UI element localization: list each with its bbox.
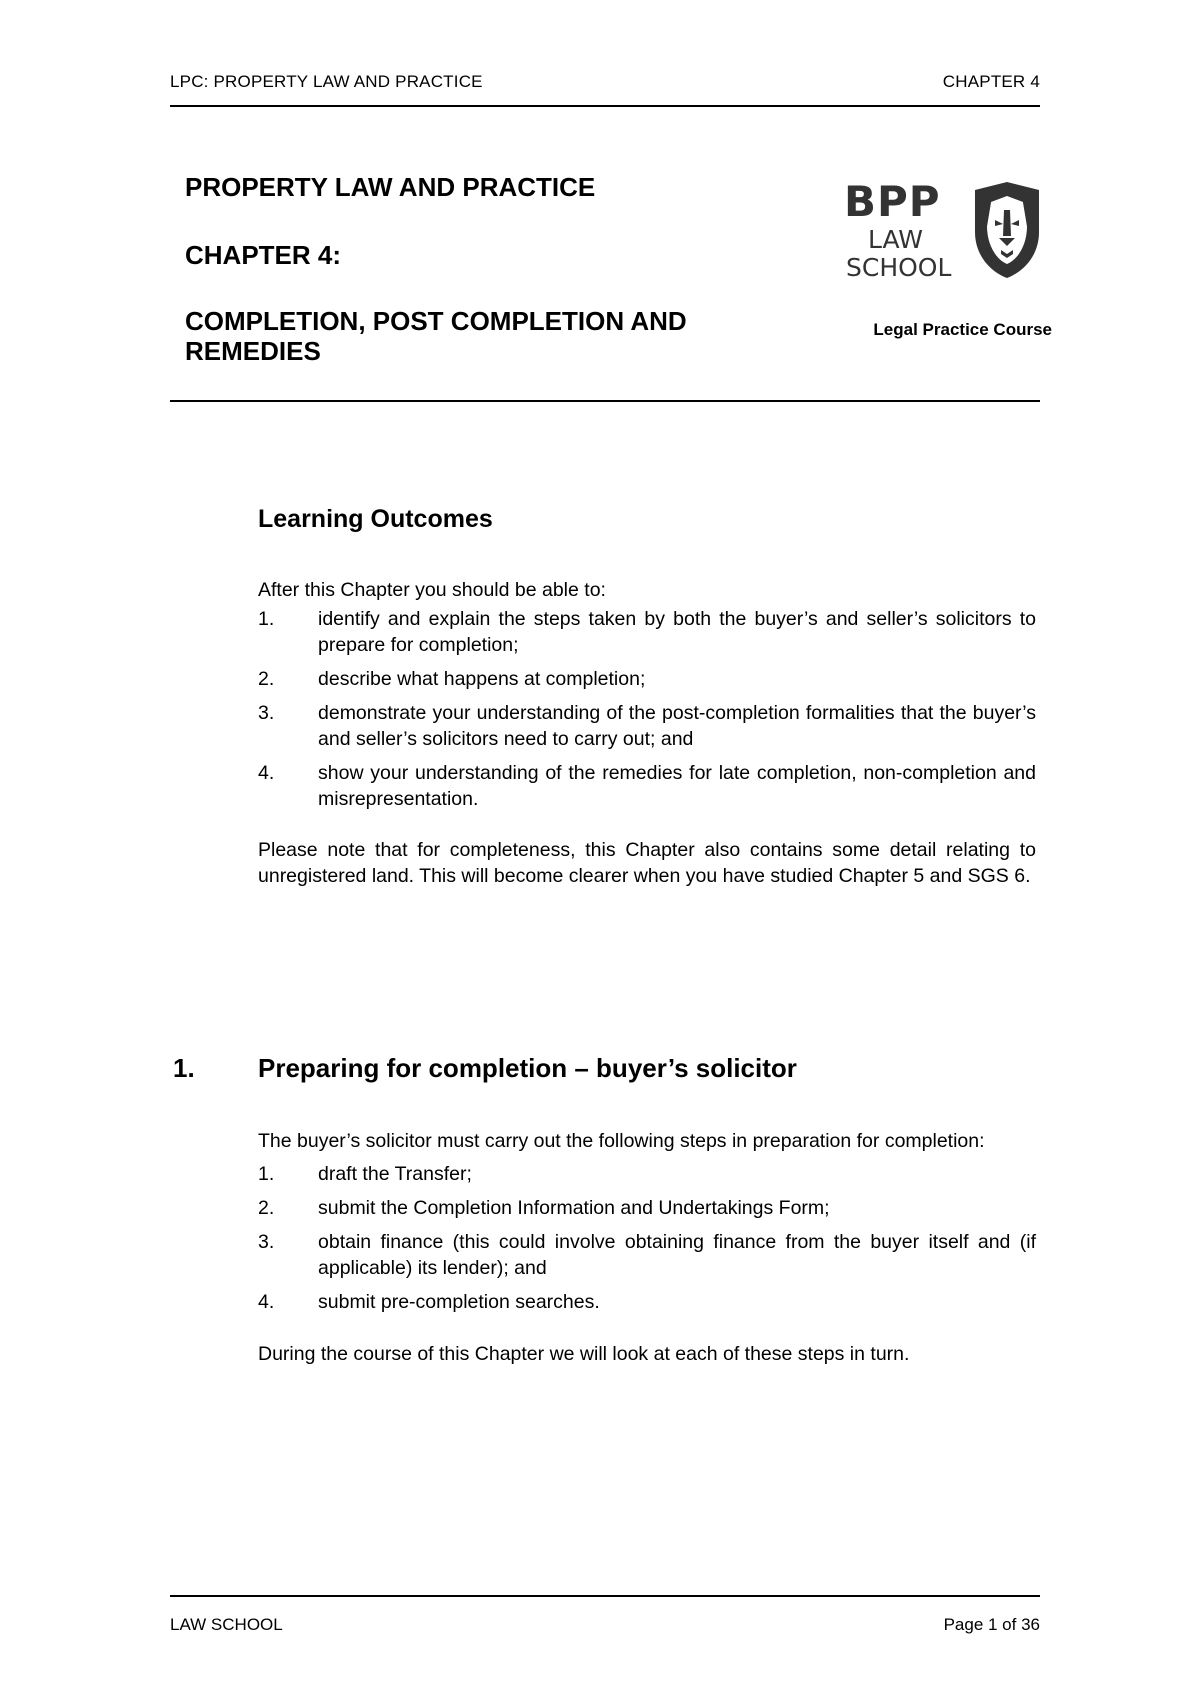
header-rule — [170, 105, 1040, 107]
running-header-chapter: CHAPTER 4 — [942, 72, 1040, 91]
list-item — [258, 606, 1036, 658]
section-1-intro: The buyer’s solicitor must carry out the following steps in preparation for completion: — [258, 1130, 985, 1152]
logo-school-text: SCHOOL — [846, 253, 952, 282]
lion-head-icon — [971, 180, 1043, 280]
list-item-text: submit pre-completion searches. — [318, 1291, 600, 1313]
list-item — [258, 760, 1036, 812]
title-rule — [170, 400, 1040, 402]
list-item-text: identify and explain the steps taken by both the buyer’s and seller’s solicitors to prepare for completion; — [318, 608, 1036, 656]
learning-outcomes-list — [258, 606, 1036, 812]
bpp-law-school-logo — [844, 177, 1044, 290]
list-item-number: 4. — [258, 1291, 275, 1313]
section-1-body — [258, 1128, 1036, 1367]
logo-law-text: LAW — [868, 225, 923, 254]
course-title: PROPERTY LAW AND PRACTICE — [185, 172, 596, 202]
list-item-number: 1. — [258, 608, 275, 630]
list-item-text: show your understanding of the remedies for late completion, non-completion and misrepresentation. — [318, 762, 1036, 810]
list-item — [258, 666, 1036, 692]
list-item-number: 4. — [258, 762, 275, 784]
list-item — [258, 1195, 1036, 1221]
list-item-number: 3. — [258, 1231, 275, 1253]
logo-brand-text: BPP — [844, 177, 941, 226]
list-item-number: 2. — [258, 668, 275, 690]
list-item-number: 1. — [258, 1163, 275, 1185]
list-item-text: submit the Completion Information and Undertakings Form; — [318, 1197, 830, 1219]
course-label: Legal Practice Course — [873, 320, 1052, 339]
list-item-text: obtain finance (this could involve obtaining finance from the buyer itself and (if applicable) its lender); and — [318, 1231, 1036, 1279]
list-item — [258, 700, 1036, 752]
section-1-steps-list — [258, 1161, 1036, 1315]
section-1-closing: During the course of this Chapter we will look at each of these steps in turn. — [258, 1343, 910, 1365]
chapter-title: COMPLETION, POST COMPLETION AND REMEDIES — [185, 306, 687, 366]
list-item-number: 3. — [258, 702, 275, 724]
footer-label: LAW SCHOOL — [170, 1615, 283, 1634]
list-item-number: 2. — [258, 1197, 275, 1219]
footer-rule — [170, 1595, 1040, 1597]
list-item-text: describe what happens at completion; — [318, 668, 646, 690]
section-1-number: 1. — [173, 1053, 195, 1083]
learning-outcomes-heading: Learning Outcomes — [258, 505, 493, 533]
chapter-number: CHAPTER 4: — [185, 240, 342, 270]
list-item — [258, 1289, 1036, 1315]
list-item — [258, 1229, 1036, 1281]
page-number: Page 1 of 36 — [943, 1615, 1040, 1634]
learning-outcomes-intro: After this Chapter you should be able to: — [258, 579, 606, 601]
list-item-text: draft the Transfer; — [318, 1163, 472, 1185]
learning-outcomes-note: Please note that for completeness, this Chapter also contains some detail relating to unregistered land. This will become clearer when you have studied Chapter 5 and SGS 6. — [258, 839, 1036, 887]
list-item — [258, 1161, 1036, 1187]
section-1-title: Preparing for completion – buyer’s solicitor — [258, 1053, 797, 1083]
list-item-text: demonstrate your understanding of the post-completion formalities that the buyer’s and seller’s solicitors need to carry out; and — [318, 702, 1036, 750]
running-header-title: LPC: PROPERTY LAW AND PRACTICE — [170, 72, 483, 91]
learning-outcomes-section — [258, 577, 1036, 889]
